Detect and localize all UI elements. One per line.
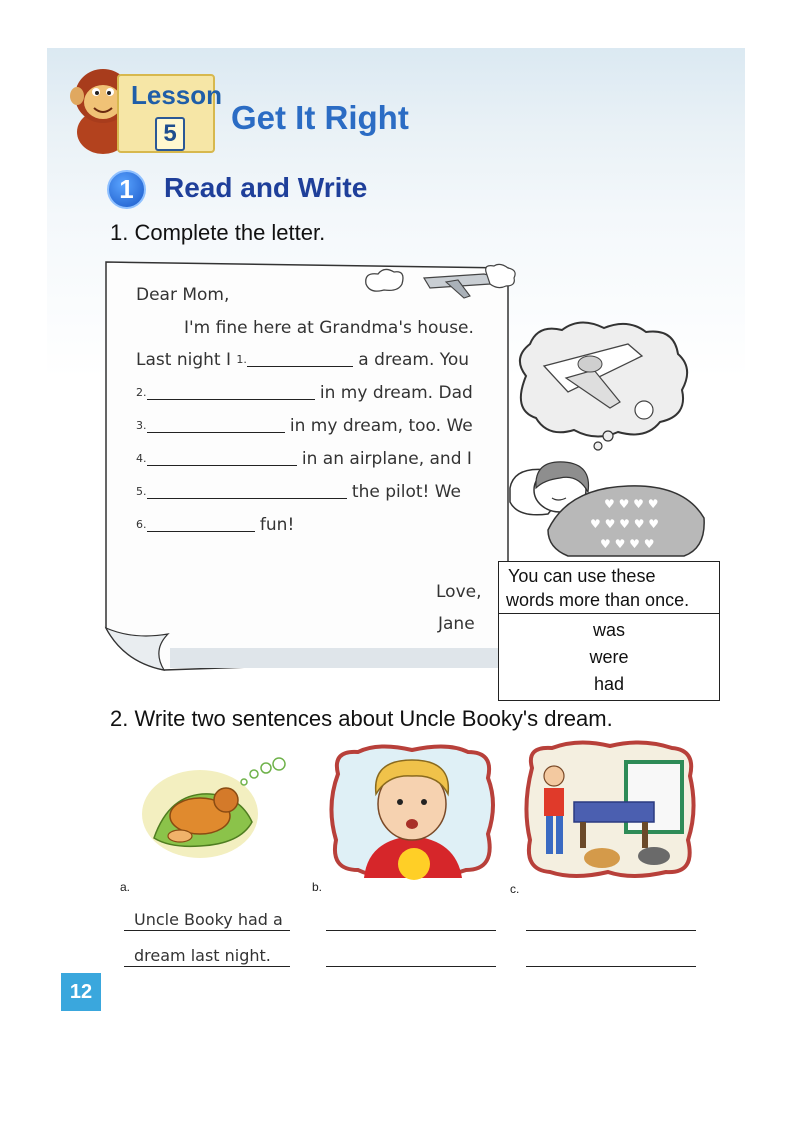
letter-closing: Love, (436, 582, 482, 602)
blank-number-2: 2. (136, 386, 147, 399)
dream-cloud-airplane-image (508, 318, 692, 440)
blank-number-3: 3. (136, 419, 147, 432)
blank-4-field[interactable] (147, 451, 297, 466)
blank-5-field[interactable] (147, 484, 347, 499)
letter-line-5 (136, 449, 472, 469)
word-bank-word: was (592, 620, 625, 640)
word-bank-word: were (589, 647, 629, 667)
letter-line-2-suffix: a dream. You (358, 350, 470, 370)
svg-text:♥ ♥ ♥ ♥: ♥ ♥ ♥ ♥ (600, 537, 655, 551)
letter-line-4-suffix: in my dream, too. We (289, 416, 473, 436)
answer-line-a-2 (124, 966, 290, 967)
section-number-badge: 1 (107, 170, 146, 209)
picture-label-c: c. (510, 882, 520, 896)
svg-text:♥ ♥ ♥ ♥ ♥: ♥ ♥ ♥ ♥ ♥ (590, 517, 660, 531)
answer-line-c-2[interactable] (526, 966, 696, 967)
example-answer-line-1: Uncle Booky had a (134, 910, 283, 929)
letter-line-2-prefix: Last night I (136, 350, 231, 370)
blank-number-4: 4. (136, 452, 147, 465)
question-2-instruction: 2. Write two sentences about Uncle Booky's dream. (110, 706, 613, 731)
letter-line-2 (136, 350, 469, 370)
blank-1-field[interactable] (247, 352, 353, 367)
section-title: Read and Write (164, 172, 368, 203)
blank-6-field[interactable] (147, 517, 255, 532)
lesson-number: 5 (155, 117, 185, 151)
airplane-doodle-icon (360, 262, 520, 304)
picture-label-a: a. (120, 880, 131, 894)
answer-line-a-1 (124, 930, 290, 931)
word-bank-header (499, 562, 719, 614)
letter-line-7-suffix: fun! (259, 515, 295, 535)
word-bank-box (498, 561, 720, 701)
letter-line-3-suffix: in my dream. Dad (319, 383, 473, 403)
blank-number-5: 5. (136, 485, 147, 498)
letter-greeting: Dear Mom, (136, 285, 230, 305)
letter-signature: Jane (438, 614, 475, 634)
boy-surprised-image (328, 744, 496, 880)
word-bank-header-line-1: You can use these (508, 566, 656, 586)
blank-number-1: 1. (236, 353, 247, 366)
lesson-label: Lesson (131, 80, 223, 110)
letter-line-6-suffix: the pilot! We (351, 482, 462, 502)
page-number: 12 (61, 973, 101, 1011)
word-bank-header-line-2: words more than once. (506, 590, 690, 610)
uncle-booky-sleeping-image (140, 752, 288, 862)
page-title: Get It Right (231, 99, 409, 136)
sleeping-girl-image (508, 448, 708, 560)
example-answer-line-2: dream last night. (134, 946, 271, 965)
picture-label-b: b. (312, 880, 323, 894)
letter-line-5-suffix: in an airplane, and I (301, 449, 472, 469)
lesson-badge (117, 74, 223, 153)
word-bank-word: had (593, 674, 625, 694)
answer-line-b-2[interactable] (326, 966, 496, 967)
blank-2-field[interactable] (147, 385, 315, 400)
blank-number-6: 6. (136, 518, 147, 531)
classroom-scene-image (522, 740, 698, 880)
svg-text:♥ ♥ ♥ ♥: ♥ ♥ ♥ ♥ (604, 497, 659, 511)
answer-line-b-1[interactable] (326, 930, 496, 931)
letter-line-6 (136, 482, 461, 502)
letter-line-7 (136, 515, 294, 535)
letter-line-3 (136, 383, 473, 403)
letter-line-1: I'm fine here at Grandma's house. (184, 318, 474, 338)
answer-line-c-1[interactable] (526, 930, 696, 931)
question-1-instruction: 1. Complete the letter. (110, 220, 326, 245)
blank-3-field[interactable] (147, 418, 285, 433)
letter-line-4 (136, 416, 473, 436)
